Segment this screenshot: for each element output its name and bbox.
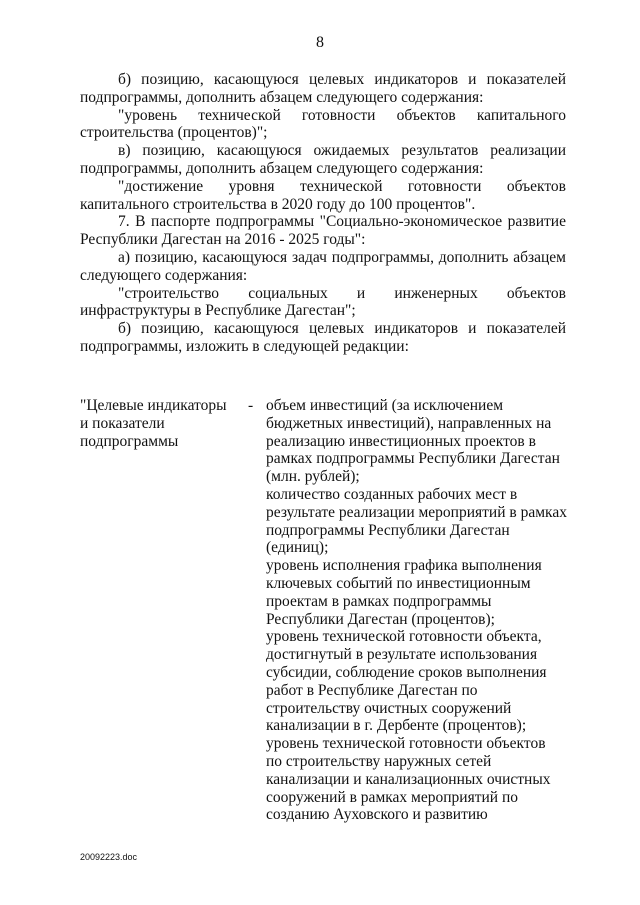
indicator-line: реализацию инвестиционных проектов в (266, 432, 536, 450)
indicator-line: уровень технической готовности объектов (266, 735, 546, 753)
indicators-dash: - (248, 397, 254, 414)
indicators-label (80, 397, 245, 450)
indicator-line: (единиц); (266, 539, 329, 557)
indicator-line: уровень технической готовности объекта, (266, 628, 542, 646)
indicator-line: созданию Ауховского и развитию (266, 806, 488, 824)
paragraph: "достижение уровня технической готовности объектов капитального строительства в 2020 году до 100 процентов". (80, 177, 566, 213)
indicator-line: Республики Дагестан (процентов); (266, 610, 495, 628)
indicator-line: канализации в г. Дербенте (процентов); (266, 717, 527, 735)
paragraph: 7. В паспорте подпрограммы "Социально-экономическое развитие Республики Дагестан на 2016 - 2025 годы": (80, 213, 566, 249)
indicator-line: рамках подпрограммы Республики Дагестан (266, 450, 560, 468)
label-line: и показатели (80, 414, 165, 432)
paragraph: "строительство социальных и инженерных объектов инфраструктуры в Республике Дагестан"; (80, 284, 566, 320)
indicator-line: достигнутый в результате использования (266, 646, 538, 664)
indicator-line: объем инвестиций (за исключением (266, 397, 504, 414)
label-line: подпрограммы (80, 432, 179, 450)
indicator-line: субсидии, соблюдение сроков выполнения (266, 663, 547, 681)
paragraph: а) позицию, касающуюся задач подпрограммы, дополнить абзацем следующего содержания: (80, 248, 566, 284)
indicator-line: уровень исполнения графика выполнения (266, 557, 542, 575)
indicators-list (266, 397, 568, 824)
paragraph: б) позицию, касающуюся целевых индикаторов и показателей подпрограммы, изложить в следующей редакции: (80, 320, 566, 355)
indicator-line: по строительству наружных сетей (266, 752, 492, 770)
paragraph: б) позицию, касающуюся целевых индикаторов и показателей подпрограммы, дополнить абзацем следующего содержания: (80, 71, 566, 106)
indicator-line: сооружений в рамках мероприятий по (266, 788, 518, 806)
paragraph: "уровень технической готовности объектов капитального строительства (процентов)"; (80, 106, 566, 142)
indicator-line: количество созданных рабочих мест в (266, 485, 518, 503)
indicator-line: канализации и канализационных очистных (266, 770, 551, 788)
footer-filename: 20092223.doc (80, 852, 138, 862)
indicator-line: проектам в рамках подпрограммы (266, 592, 492, 610)
page-number: 8 (316, 34, 324, 51)
indicator-line: подпрограммы Республики Дагестан (266, 521, 510, 539)
paragraph: в) позицию, касающуюся ожидаемых результатов реализации подпрограммы, дополнить абзацем следующего содержания: (80, 142, 566, 177)
indicator-line: работ в Республике Дагестан по (266, 681, 478, 699)
indicator-line: ключевых событий по инвестиционным (266, 574, 531, 592)
document-body (80, 71, 566, 356)
label-line: "Целевые индикаторы (80, 397, 227, 414)
indicator-line: бюджетных инвестиций), направленных на (266, 414, 552, 432)
indicator-line: результате реализации мероприятий в рамках (266, 503, 567, 521)
indicator-line: строительству очистных сооружений (266, 699, 512, 717)
indicator-line: (млн. рублей); (266, 468, 360, 486)
